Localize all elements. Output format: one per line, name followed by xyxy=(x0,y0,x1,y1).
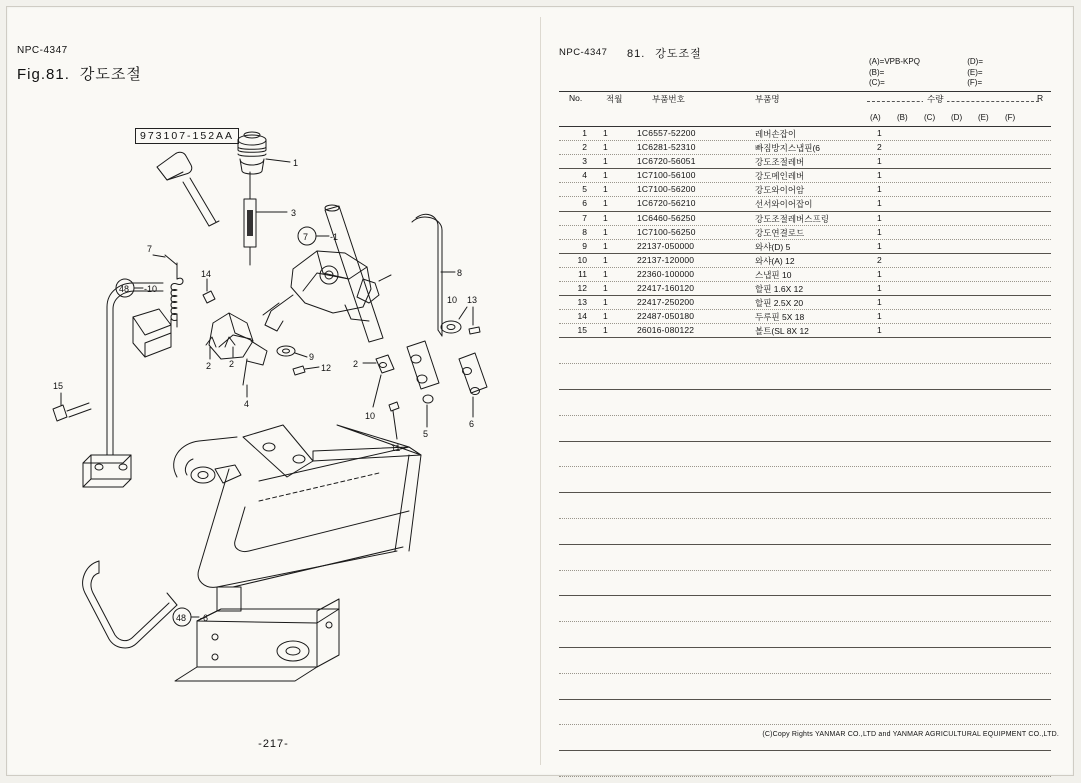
table-row xyxy=(559,155,1051,169)
table-row-blank xyxy=(559,674,1051,700)
svg-text:12: 12 xyxy=(321,363,332,373)
header-code: 적월 xyxy=(606,94,623,104)
parts-table-body xyxy=(559,126,1051,338)
svg-text:2: 2 xyxy=(229,359,235,369)
table-row xyxy=(559,212,1051,226)
table-row-blank xyxy=(559,545,1051,571)
cell-part-number: 22487-050180 xyxy=(637,311,695,322)
parts-table-header xyxy=(559,91,1051,113)
svg-text:-6: -6 xyxy=(200,613,209,623)
subheader-a: (A) xyxy=(870,113,881,122)
table-row xyxy=(559,268,1051,282)
cell-quantity: 1 xyxy=(877,226,882,237)
subheader-c: (C) xyxy=(924,113,936,122)
cell-part-name: 볼트(SL 8X 12 xyxy=(755,326,809,337)
table-row-blank xyxy=(559,493,1051,519)
cell-no: 1 xyxy=(582,128,587,138)
cell-quantity: 2 xyxy=(877,254,882,265)
subheader-d: (D) xyxy=(951,113,963,122)
cell-part-name: 강도조절레버스프링 xyxy=(755,213,829,224)
table-row-blank xyxy=(559,467,1051,493)
svg-text:14: 14 xyxy=(201,269,212,279)
header-part-number: 부품번호 xyxy=(652,94,685,104)
left-doc-code: NPC-4347 xyxy=(17,45,68,56)
table-row-blank xyxy=(559,364,1051,390)
svg-text:48: 48 xyxy=(176,613,187,623)
header-quantity: 수량 xyxy=(923,93,947,105)
cell-no: 4 xyxy=(582,170,587,181)
cell-no: 2 xyxy=(582,142,587,153)
cell-part-number: 1C6460-56250 xyxy=(637,212,696,223)
table-row xyxy=(559,240,1051,254)
cell-part-number: 22137-050000 xyxy=(637,240,695,251)
cell-code: 1 xyxy=(603,170,608,181)
cell-code: 1 xyxy=(603,128,608,138)
applicability-f: (F)= xyxy=(967,78,983,87)
cell-part-number: 1C6720-56210 xyxy=(637,198,696,209)
table-row-blank xyxy=(559,338,1051,364)
applicability-c: (C)= xyxy=(869,78,885,87)
cell-part-number: 22417-160120 xyxy=(637,283,695,294)
header-remark: R xyxy=(1037,93,1044,103)
svg-text:2: 2 xyxy=(353,359,359,369)
right-figure-name: 강도조절 xyxy=(655,48,702,60)
svg-text:15: 15 xyxy=(53,381,64,391)
svg-text:5: 5 xyxy=(423,429,429,439)
right-doc-code: NPC-4347 xyxy=(559,47,608,58)
cell-part-number: 26016-080122 xyxy=(637,325,695,336)
cell-quantity: 1 xyxy=(877,198,882,209)
cell-part-name: 빠짐방지스냅핀(6 xyxy=(755,143,821,154)
cell-code: 1 xyxy=(603,297,608,308)
subheader-f: (F) xyxy=(1005,113,1016,122)
svg-text:10: 10 xyxy=(447,295,458,305)
cell-code: 1 xyxy=(603,142,608,153)
applicability-d: (D)= xyxy=(967,57,984,66)
cell-part-name: 와샤(D) 5 xyxy=(755,241,791,252)
applicability-b: (B)= xyxy=(869,67,885,77)
applicability-legend xyxy=(869,57,1069,89)
svg-text:13: 13 xyxy=(467,295,478,305)
svg-text:3: 3 xyxy=(291,208,297,218)
table-row-blank xyxy=(559,519,1051,545)
page-spine-divider xyxy=(540,17,541,765)
parts-table xyxy=(559,91,1051,777)
table-row-blank xyxy=(559,725,1051,751)
svg-text:-10: -10 xyxy=(144,284,158,294)
svg-text:9: 9 xyxy=(309,352,315,362)
table-row-blank xyxy=(559,700,1051,726)
table-row xyxy=(559,197,1051,211)
cell-part-name: 선서와이어잡이 xyxy=(755,199,813,210)
cell-part-number: 22137-120000 xyxy=(637,254,695,265)
svg-text:48: 48 xyxy=(119,284,130,294)
cell-no: 15 xyxy=(577,325,587,336)
cell-quantity: 1 xyxy=(877,297,882,308)
cell-quantity: 1 xyxy=(877,212,882,223)
svg-text:1: 1 xyxy=(293,158,299,168)
cell-no: 13 xyxy=(577,297,587,308)
cell-no: 14 xyxy=(577,311,587,322)
cell-part-number: 1C7100-56250 xyxy=(637,226,696,237)
drawing-part-number-box: 973107-152AA xyxy=(135,128,239,144)
cell-code: 1 xyxy=(603,198,608,209)
left-figure-label: Fig.81. xyxy=(17,66,70,83)
svg-text:4: 4 xyxy=(244,399,250,409)
cell-no: 11 xyxy=(578,268,587,279)
table-row xyxy=(559,296,1051,310)
cell-part-number: 1C7100-56200 xyxy=(637,184,696,195)
table-row xyxy=(559,141,1051,155)
cell-quantity: 1 xyxy=(877,184,882,195)
copyright-notice: (C)Copy Rights YANMAR CO.,LTD and YANMAR AGRICULTURAL EQUIPMENT CO.,LTD. xyxy=(762,731,1059,738)
table-row-blank xyxy=(559,416,1051,442)
page-sheet xyxy=(6,6,1074,776)
header-no: No. xyxy=(569,93,583,103)
table-row xyxy=(559,310,1051,324)
cell-no: 10 xyxy=(577,254,587,265)
cell-code: 1 xyxy=(603,311,608,322)
cell-no: 12 xyxy=(577,283,587,294)
svg-text:11: 11 xyxy=(391,443,401,453)
cell-part-name: 스냅핀 10 xyxy=(755,269,792,280)
cell-quantity: 1 xyxy=(877,128,882,138)
cell-no: 8 xyxy=(582,226,587,237)
svg-text:10: 10 xyxy=(365,411,376,421)
cell-quantity: 1 xyxy=(877,240,882,251)
cell-code: 1 xyxy=(603,283,608,294)
cell-part-number: 22360-100000 xyxy=(637,268,695,279)
header-part-name: 부품명 xyxy=(755,94,780,104)
parts-table-blank-rows xyxy=(559,338,1051,777)
table-row xyxy=(559,226,1051,240)
cell-part-name: 두루핀 5X 18 xyxy=(755,312,805,323)
cell-no: 6 xyxy=(582,198,587,209)
cell-code: 1 xyxy=(603,254,608,265)
cell-part-number: 1C6281-52310 xyxy=(637,142,696,153)
cell-quantity: 1 xyxy=(877,283,882,294)
cell-code: 1 xyxy=(603,268,608,279)
table-row-blank xyxy=(559,622,1051,648)
cell-no: 5 xyxy=(582,184,587,195)
table-row-blank xyxy=(559,648,1051,674)
cell-code: 1 xyxy=(603,212,608,223)
cell-part-name: 할핀 2.5X 20 xyxy=(755,298,804,309)
left-figure-name: 강도조절 xyxy=(79,66,142,83)
table-row-blank xyxy=(559,390,1051,416)
table-row xyxy=(559,324,1051,338)
cell-quantity: 1 xyxy=(877,311,882,322)
table-row-blank xyxy=(559,751,1051,777)
cell-part-name: 강도메인레버 xyxy=(755,171,805,182)
right-figure-title xyxy=(627,45,702,61)
cell-code: 1 xyxy=(603,226,608,237)
cell-part-name: 강도연결로드 xyxy=(755,227,805,238)
cell-part-number: 1C7100-56100 xyxy=(637,170,696,181)
cell-no: 9 xyxy=(582,240,587,251)
cell-quantity: 1 xyxy=(877,268,882,279)
left-page-number: -217- xyxy=(258,738,289,750)
table-row-blank xyxy=(559,442,1051,468)
cell-part-name: 할핀 1.6X 12 xyxy=(755,284,804,295)
table-row xyxy=(559,254,1051,268)
cell-part-name: 와샤(A) 12 xyxy=(755,255,795,266)
table-row-blank xyxy=(559,571,1051,597)
parts-table-subheader xyxy=(559,113,1051,126)
cell-part-number: 22417-250200 xyxy=(637,297,695,308)
svg-text:8: 8 xyxy=(457,268,463,278)
svg-text:7: 7 xyxy=(303,232,309,242)
svg-text:-1: -1 xyxy=(330,232,339,242)
table-row-blank xyxy=(559,596,1051,622)
cell-part-name: 레버손잡이 xyxy=(755,129,797,139)
applicability-e: (E)= xyxy=(967,67,983,77)
cell-quantity: 2 xyxy=(877,142,882,153)
cell-quantity: 1 xyxy=(877,170,882,181)
cell-no: 3 xyxy=(582,156,587,167)
table-row xyxy=(559,127,1051,141)
cell-part-number: 1C6557-52200 xyxy=(637,128,696,138)
cell-code: 1 xyxy=(603,156,608,167)
right-figure-number: 81. xyxy=(627,48,646,60)
cell-no: 7 xyxy=(582,212,587,223)
cell-quantity: 1 xyxy=(877,325,882,336)
table-row xyxy=(559,183,1051,197)
cell-quantity: 1 xyxy=(877,156,882,167)
cell-part-number: 1C6720-56051 xyxy=(637,156,696,167)
subheader-e: (E) xyxy=(978,113,989,122)
cell-code: 1 xyxy=(603,325,608,336)
cell-part-name: 강도조절레버 xyxy=(755,157,805,168)
svg-text:6: 6 xyxy=(469,419,475,429)
svg-text:7: 7 xyxy=(147,244,153,254)
cell-code: 1 xyxy=(603,240,608,251)
cell-part-name: 강도와이어암 xyxy=(755,185,805,196)
applicability-a: (A)=VPB-KPQ xyxy=(869,57,920,66)
subheader-b: (B) xyxy=(897,113,908,122)
svg-text:2: 2 xyxy=(206,361,212,371)
table-row xyxy=(559,282,1051,296)
exploded-parts-diagram xyxy=(7,7,540,775)
cell-code: 1 xyxy=(603,184,608,195)
table-row xyxy=(559,169,1051,183)
